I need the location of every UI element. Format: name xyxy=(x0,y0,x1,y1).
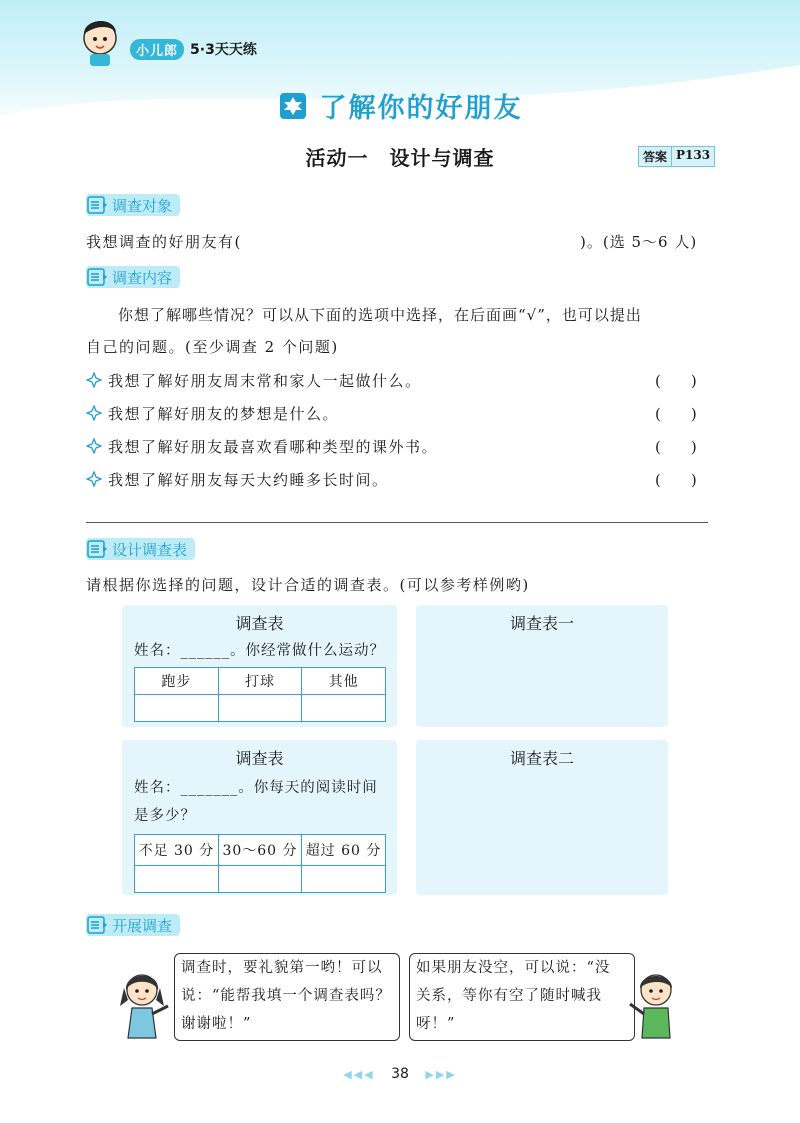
section-tag-label: 调查对象 xyxy=(112,196,173,215)
bubble-line: 调查时，要礼貌第一哟！可以 xyxy=(181,960,383,976)
content-intro-line2: 自己的问题。(至少调查 2 个问题) xyxy=(86,338,339,356)
survey-target-suffix: )。(选 5～6 人) xyxy=(580,233,698,251)
table-header-cell: 超过 60 分 xyxy=(302,835,386,866)
section-tag-label: 设计调查表 xyxy=(112,540,188,559)
panel-title: 调查表二 xyxy=(509,749,574,768)
section-marker-icon xyxy=(86,194,108,216)
brand xyxy=(130,38,257,60)
answer-page-ref: P133 xyxy=(671,147,714,166)
section-tag-label: 开展调查 xyxy=(112,916,173,935)
page-footer xyxy=(0,1066,800,1082)
table-cell[interactable] xyxy=(302,866,386,893)
activity-subtitle: 活动一 设计与调查 xyxy=(305,146,495,170)
section-tag-survey-content xyxy=(86,266,180,288)
mascot-boy-icon xyxy=(74,8,134,68)
sample-survey-table-1 xyxy=(122,605,397,727)
right-arrows-icon: ▶▶▶ xyxy=(425,1068,457,1081)
option-checkbox[interactable]: ( ) xyxy=(655,405,697,423)
content-intro-line1: 你想了解哪些情况？可以从下面的选项中选择，在后面画“√”，也可以提出 xyxy=(118,306,642,324)
bubble-line: 呀！” xyxy=(416,1016,456,1032)
option-checkbox[interactable]: ( ) xyxy=(655,438,697,456)
blank-survey-table-2[interactable] xyxy=(416,740,668,895)
section-marker-icon xyxy=(86,266,108,288)
option-checkbox[interactable]: ( ) xyxy=(655,471,697,489)
section-marker-icon xyxy=(86,914,108,936)
brand-name: 小儿郎 xyxy=(130,39,184,60)
table-header-cell: 跑步 xyxy=(135,668,219,695)
table-cell[interactable] xyxy=(135,866,219,893)
panel-title: 调查表一 xyxy=(509,614,574,633)
option-item: 我想了解好朋友每天大约睡多长时间。 xyxy=(108,471,389,489)
table-cell[interactable] xyxy=(218,866,301,893)
page-number: 38 xyxy=(391,1066,409,1082)
option-item: 我想了解好朋友最喜欢看哪种类型的课外书。 xyxy=(108,438,439,456)
bubble-line: 谢谢啦！” xyxy=(181,1016,252,1032)
sample-survey-table-2 xyxy=(122,740,397,895)
series-name: 5·3天天练 xyxy=(190,42,257,58)
section-tag-survey-target xyxy=(86,194,180,216)
table-header-cell: 不足 30 分 xyxy=(135,835,219,866)
diamond-bullet-icon xyxy=(86,372,102,388)
answer-label: 答案 xyxy=(643,150,668,164)
diamond-bullet-icon xyxy=(86,405,102,421)
boy-illustration-icon xyxy=(626,966,688,1040)
option-checkbox[interactable]: ( ) xyxy=(655,372,697,390)
option-item: 我想了解好朋友周末常和家人一起做什么。 xyxy=(108,372,422,390)
sample-question-line1: 姓名：_______。你每天的阅读时间 xyxy=(134,780,378,796)
sample-table xyxy=(134,834,386,893)
girl-illustration-icon xyxy=(112,966,174,1040)
puzzle-icon xyxy=(278,91,308,121)
section-tag-design-table xyxy=(86,538,195,560)
left-arrows-icon: ◀◀◀ xyxy=(343,1068,375,1081)
sample-table xyxy=(134,667,386,722)
table-cell[interactable] xyxy=(302,695,386,722)
bubble-line: 如果朋友没空，可以说：“没 xyxy=(416,960,611,976)
table-cell[interactable] xyxy=(218,695,302,722)
survey-target-line: 我想调查的好朋友有( xyxy=(86,233,242,251)
speech-bubble-right xyxy=(409,953,635,1041)
design-instruction: 请根据你选择的问题，设计合适的调查表。(可以参考样例哟) xyxy=(86,576,530,594)
section-tag-conduct-survey xyxy=(86,914,180,936)
speech-bubble-left xyxy=(174,953,400,1041)
blank-survey-table-1[interactable] xyxy=(416,605,668,727)
title-row xyxy=(0,86,800,125)
table-header-cell: 其他 xyxy=(302,668,386,695)
table-cell[interactable] xyxy=(135,695,219,722)
panel-title: 调查表 xyxy=(235,749,284,768)
panel-title: 调查表 xyxy=(235,614,284,633)
page-title: 了解你的好朋友 xyxy=(319,93,523,124)
option-item: 我想了解好朋友的梦想是什么。 xyxy=(108,405,340,423)
section-marker-icon xyxy=(86,538,108,560)
table-header-cell: 打球 xyxy=(218,668,302,695)
table-header-cell: 30～60 分 xyxy=(218,835,301,866)
bubble-line: 说：“能帮我填一个调查表吗？ xyxy=(181,988,391,1004)
diamond-bullet-icon xyxy=(86,438,102,454)
divider xyxy=(86,522,708,523)
bubble-line: 关系，等你有空了随时喊我 xyxy=(416,988,602,1004)
section-tag-label: 调查内容 xyxy=(112,268,173,287)
sample-question-line2: 是多少？ xyxy=(134,808,196,824)
sample-question: 姓名：______。你经常做什么运动？ xyxy=(134,643,385,659)
answer-reference xyxy=(638,146,715,167)
diamond-bullet-icon xyxy=(86,471,102,487)
